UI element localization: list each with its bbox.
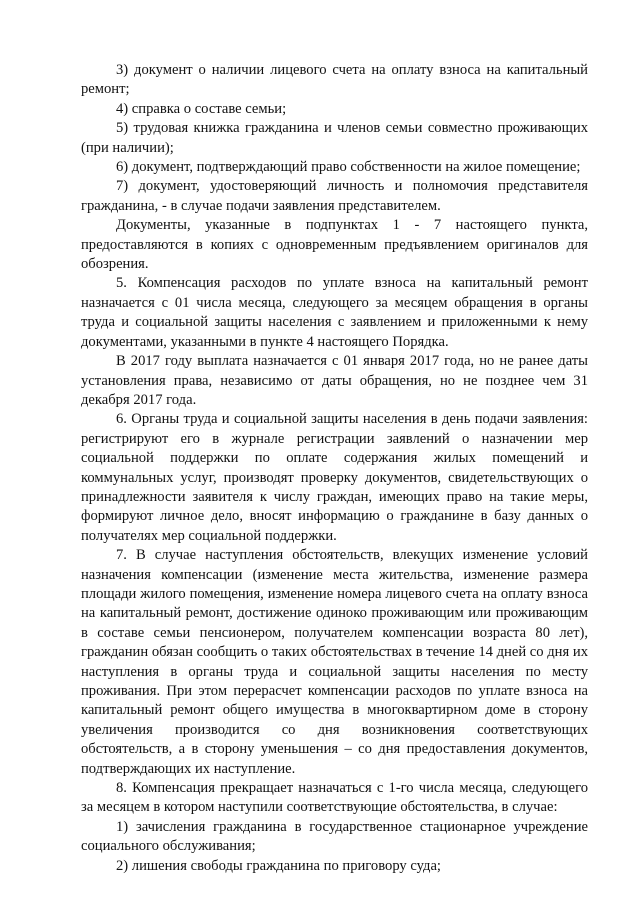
paragraph-item-6: 6) документ, подтверждающий право собственности на жилое помещение; bbox=[116, 159, 581, 176]
paragraph-item-7: 7) документ, удостоверяющий личность и полномочия представителя гражданина, - в случае подачи заявления представителем. bbox=[81, 178, 588, 214]
paragraph-section-7: 7. В случае наступления обстоятельств, влекущих изменение условий назначения компенсации (изменение места жительства, изменение размера площади жилого помещения, изменение номера лицевого счета на оплату взноса на капитальный ремонт, достижение одиноко проживающим или проживающим в составе семьи пенсионером, получателем компенсации возраста 80 лет), гражданин обязан сообщить о таких обстоятельствах в течение 14 дней со дня их наступления в органы труда и социальной защиты населения по месту проживания. При этом перерасчет компенсации расходов по уплате взноса на капитальный ремонт общего имущества в многоквартирном доме в сторону увеличения производится со дня возникновения соответствующих обстоятельств, а в сторону уменьшения – со дня предоставления документов, подтверждающих их наступление. bbox=[81, 547, 588, 777]
paragraph-documents-note: Документы, указанные в подпунктах 1 - 7 настоящего пункта, предоставляются в копиях с одновременным предъявлением оригиналов для обозрения. bbox=[81, 217, 588, 273]
paragraph-section-6: 6. Органы труда и социальной защиты населения в день подачи заявления: регистрируют его в журнале регистрации заявлений о назначении мер социальной поддержки по оплате содержания жилых помещений и коммунальных услуг, производят проверку документов, свидетельствующих о принадлежности заявителя к числу граждан, имеющих право на такие меры, формируют личное дело, вносят информацию о гражданине в базу данных о получателях мер социальной поддержки. bbox=[81, 411, 588, 544]
paragraph-case-2: 2) лишения свободы гражданина по приговору суда; bbox=[116, 857, 441, 874]
paragraph-section-8: 8. Компенсация прекращает назначаться с 1-го числа месяца, следующего за месяцем в котором наступили соответствующие обстоятельства, в случае: bbox=[81, 780, 588, 816]
paragraph-item-4: 4) справка о составе семьи; bbox=[116, 100, 287, 117]
paragraph-section-5: 5. Компенсация расходов по уплате взноса на капитальный ремонт назначается с 01 числа месяца, следующего за месяцем обращения в органы труда и социальной защиты населения с заявлением и приложенными к нему документами, указанными в пункте 4 настоящего Порядка. bbox=[81, 275, 588, 350]
paragraph-item-5: 5) трудовая книжка гражданина и членов семьи совместно проживающих (при наличии); bbox=[81, 120, 588, 156]
paragraph-item-3: 3) документ о наличии лицевого счета на оплату взноса на капитальный ремонт; bbox=[81, 62, 588, 98]
paragraph-2017-note: В 2017 году выплата назначается с 01 января 2017 года, но не ранее даты установления права, независимо от даты обращения, но не позднее чем 31 декабря 2017 года. bbox=[81, 353, 588, 408]
paragraph-case-1: 1) зачисления гражданина в государственное стационарное учреждение социального обслуживания; bbox=[81, 818, 588, 855]
